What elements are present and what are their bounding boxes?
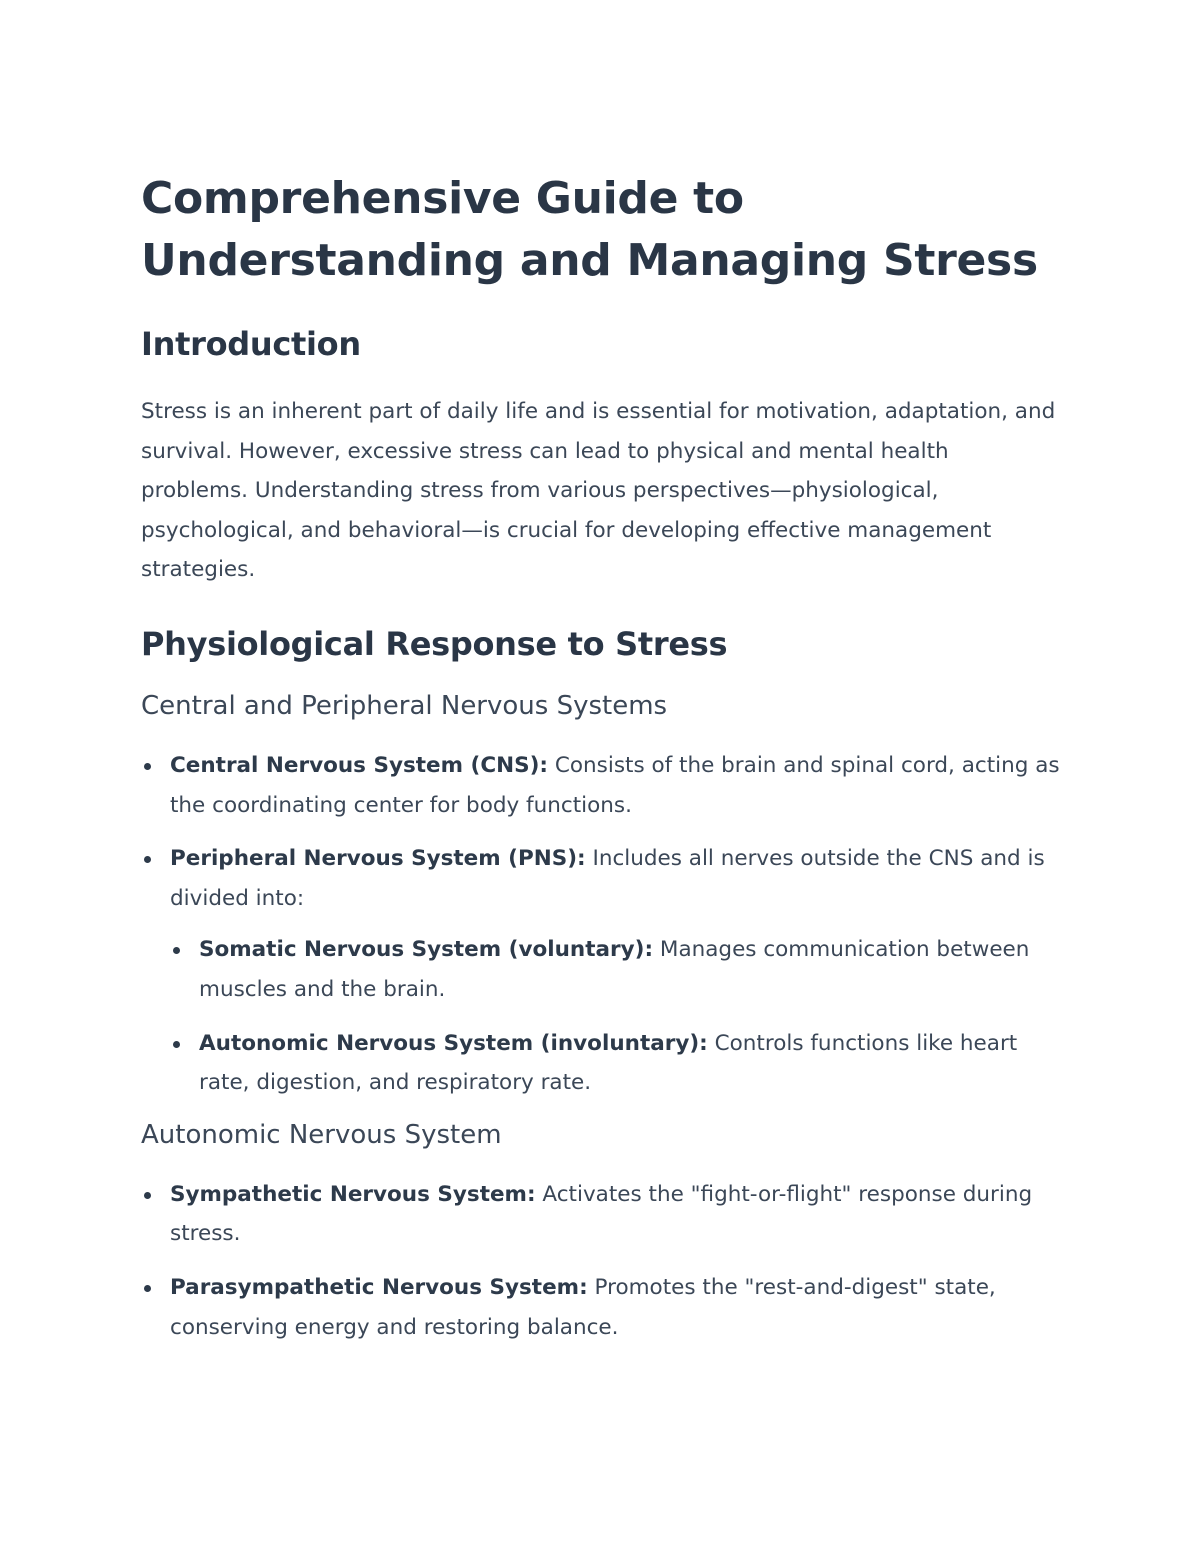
bullet-icon [144,1285,151,1292]
introduction-paragraph: Stress is an inherent part of daily life and is essential for motivation, adaptation, and survival. However, excessive stress can lead to physical and mental health problems. Understanding stress from various perspectives—physiological, psychological, and behavioral—is crucial for developing effective management strategies. [141,399,1056,583]
list-item-pns [141,839,1061,1103]
nervous-systems-list [141,746,1061,1103]
term-pns: Peripheral Nervous System (PNS): [170,846,586,872]
text-cns: Consists of the brain and spinal cord, acting as the coordinating center for body functions. [170,752,1060,818]
text-parasympathetic: Promotes the "rest-and-digest" state, conserving energy and restoring balance. [170,1274,996,1340]
subheading-autonomic-system: Autonomic Nervous System [141,1119,502,1150]
term-parasympathetic: Parasympathetic Nervous System: [170,1274,588,1300]
bullet-icon [173,947,180,954]
section-heading-physiological: Physiological Response to Stress [141,624,728,663]
term-autonomic: Autonomic Nervous System (involuntary): [199,1030,708,1056]
document-page [141,168,1061,1361]
term-sympathetic: Sympathetic Nervous System: [170,1181,536,1207]
bullet-icon [144,763,151,770]
term-cns: Central Nervous System (CNS): [170,752,549,778]
list-item-sympathetic [141,1175,1061,1254]
text-pns: Includes all nerves outside the CNS and is divided into: [170,846,1045,911]
document-title: Comprehensive Guide to Understanding and Managing Stress [141,173,1038,286]
bullet-icon [173,1041,180,1048]
list-item-cns [141,746,1061,825]
section-heading-introduction: Introduction [141,325,361,363]
text-autonomic: Controls functions like heart rate, digestion, and respiratory rate. [199,1030,1018,1096]
list-item-autonomic [170,1024,1061,1103]
subheading-nervous-systems: Central and Peripheral Nervous Systems [141,690,668,721]
text-somatic: Manages communication between muscles and the brain. [199,937,1030,1002]
text-sympathetic: Activates the "fight-or-flight" response during stress. [170,1181,1033,1247]
autonomic-system-list [141,1175,1061,1347]
term-somatic: Somatic Nervous System (voluntary): [199,937,654,963]
bullet-icon [144,1192,151,1199]
bullet-icon [144,856,151,863]
list-item-parasympathetic [141,1268,1061,1347]
pns-sublist [170,930,1061,1102]
list-item-somatic [170,930,1061,1009]
